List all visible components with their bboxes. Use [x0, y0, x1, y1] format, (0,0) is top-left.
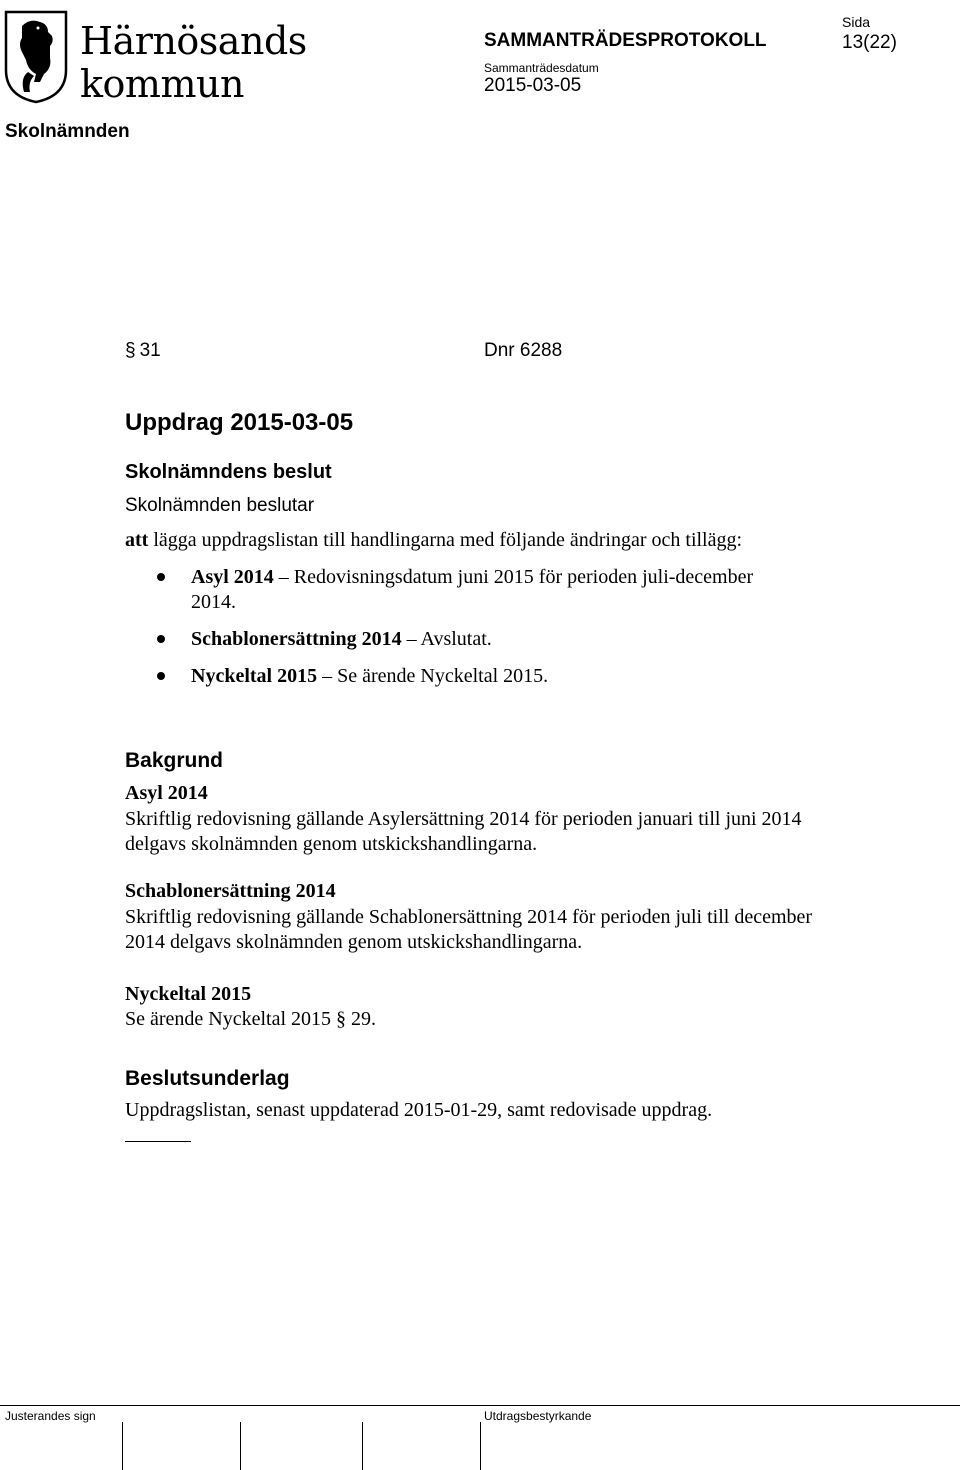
item-dash: –: [273, 566, 294, 588]
att-keyword: att: [125, 529, 149, 551]
section-sign-icon: §: [125, 340, 136, 361]
item-title: Asyl 2014: [191, 566, 274, 588]
signature-box-divider: [122, 1422, 123, 1470]
item-text: Avslutat.: [420, 628, 492, 650]
paragraph-number: 31: [139, 340, 161, 361]
paragraph-reference: [125, 340, 161, 362]
item-text: Se ärende Nyckeltal 2015.: [337, 665, 549, 687]
page-title: Uppdrag 2015-03-05: [125, 409, 354, 436]
section-title-asyl: Asyl 2014: [125, 782, 208, 804]
item-text: Redovisningsdatum juni 2015 för perioden juli-december 2014.: [191, 566, 754, 613]
section-text-schablon: Skriftlig redovisning gällande Schablonersättning 2014 för perioden juli till december 2014 delgavs skolnämnden genom utskickshandlingarna.: [125, 906, 813, 953]
section-title-nyckeltal: Nyckeltal 2015: [125, 983, 252, 1005]
list-item: [157, 664, 797, 689]
basis-heading: Beslutsunderlag: [125, 1067, 290, 1090]
committee-name: Skolnämnden: [5, 121, 130, 142]
decision-heading: Skolnämndens beslut: [125, 461, 332, 483]
item-title: Nyckeltal 2015: [191, 665, 318, 687]
adjusters-signature-label: Justerandes sign: [5, 1409, 96, 1423]
logotype-line-2: kommun: [80, 62, 244, 106]
item-dash: –: [401, 628, 421, 650]
list-item: [157, 627, 797, 652]
changes-list: [157, 565, 797, 701]
basis-text: Uppdragslistan, senast uppdaterad 2015-01-29, samt redovisade uppdrag.: [125, 1099, 713, 1121]
section-text-nyckeltal: Se ärende Nyckeltal 2015 § 29.: [125, 1008, 377, 1030]
page-number: 13(22): [842, 32, 897, 53]
meeting-date-value: 2015-03-05: [484, 75, 582, 96]
decision-statement: [125, 529, 742, 552]
municipality-logotype: [80, 20, 307, 106]
bullet-icon: [157, 672, 165, 680]
section-title-schablon: Schablonersättning 2014: [125, 880, 336, 902]
signature-box-divider: [480, 1422, 481, 1470]
item-dash: –: [317, 665, 338, 687]
section-text-asyl: Skriftlig redovisning gällande Asylersättning 2014 för perioden januari till juni 2014 delgavs skolnämnden genom utskickshandlingarna.: [125, 808, 802, 855]
end-divider: [125, 1141, 191, 1142]
decision-subheading: Skolnämnden beslutar: [125, 495, 315, 516]
bullet-icon: [157, 635, 165, 643]
document-type-title: SAMMANTRÄDESPROTOKOLL: [484, 30, 767, 51]
meeting-date-label: Sammanträdesdatum: [484, 61, 599, 75]
coat-of-arms-logo: [4, 8, 68, 104]
extract-certification-label: Utdragsbestyrkande: [484, 1409, 592, 1423]
logotype-line-1: Härnösands: [80, 19, 307, 63]
background-heading: Bakgrund: [125, 749, 224, 772]
decision-statement-text: lägga uppdragslistan till handlingarna med följande ändringar och tillägg:: [148, 529, 743, 551]
bullet-icon: [157, 573, 165, 581]
signature-box-divider: [240, 1422, 241, 1470]
item-title: Schablonersättning 2014: [191, 628, 402, 650]
footer-divider: [0, 1405, 960, 1406]
beaver-shield-icon: [4, 8, 68, 104]
list-item: [157, 565, 797, 615]
page-label: Sida: [842, 14, 871, 30]
diary-number: Dnr 6288: [484, 340, 563, 361]
signature-box-divider: [362, 1422, 363, 1470]
